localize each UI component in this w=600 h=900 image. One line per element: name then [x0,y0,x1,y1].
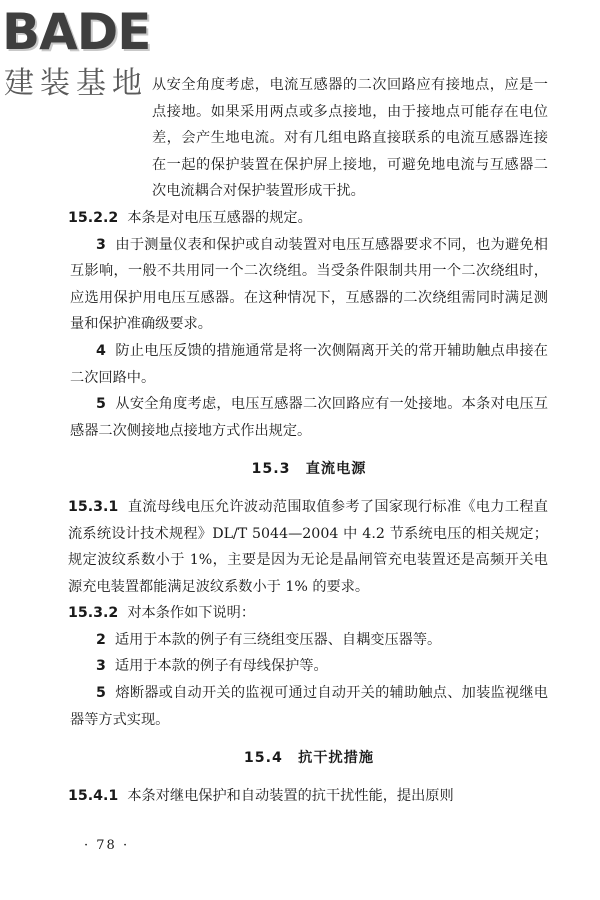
item-4 [70,338,548,391]
item-text: 防止电压反馈的措施通常是将一次侧隔离开关的常开辅助触点串接在二次回路中。 [70,342,548,386]
clause-text: 本条是对电压互感器的规定。 [127,209,312,226]
subitem-3 [70,653,548,680]
clause-15-3-1 [68,494,548,600]
paragraph-text: 从安全角度考虑，电流互感器的二次回路应有接地点，应是一点接地。如果采用两点或多点接地，由于接地点可能存在电位差，会产生地电流。对有几组电路直接联系的电流互感器连接在一起的保护装置在保护屏上接地，可避免地电流与互感器二次电流耦合对保护装置形成干扰。 [152,77,548,200]
item-number: 2 [96,631,106,648]
paragraph-intro [70,72,548,205]
clause-text: 本条对继电保护和自动装置的抗干扰性能，提出原则 [127,787,454,804]
item-text: 从安全角度考虑，电压互感器二次回路应有一处接地。本条对电压互感器二次侧接地点接地方式作出规定。 [70,396,548,439]
item-number: 3 [96,658,106,675]
item-number: 5 [96,685,106,702]
item-text: 由于测量仪表和保护或自动装置对电压互感器要求不同，也为避免相互影响，一般不共用同一个二次绕组。当受条件限制共用一个二次绕组时，应选用保护用电压互感器。在这种情况下，互感器的二次绕组需同时满足测量和保护准确级要求。 [70,236,548,333]
watermark-subtitle: 建装基地 [4,66,148,101]
item-number: 4 [96,342,106,359]
watermark-brand: BADE [2,3,151,61]
item-number: 5 [96,396,106,413]
item-text: 熔断器或自动开关的监视可通过自动开关的辅助触点、加装监视继电器等方式实现。 [70,685,548,728]
document-body [70,72,548,809]
item-text: 适用于本款的例子有母线保护等。 [114,658,328,675]
clause-number: 15.3.2 [68,605,119,622]
page-number: · 78 · [84,838,130,853]
clause-number: 15.2.2 [68,209,119,226]
clause-text: 直流母线电压允许波动范围取值参考了国家现行标准《电力工程直流系统设计技术规程》DL/T 5044—2004 中 4.2 节系统电压的相关规定；规定波纹系数小于 1%，主要是因为无论是晶闸管充电装置还是高频开关电源充电装置都能满足波纹系数小于 1% 的要求。 [68,498,548,595]
clause-15-3-2 [68,600,548,627]
item-text: 适用于本款的例子有三绕组变压器、自耦变压器等。 [114,631,442,648]
item-3 [70,232,548,338]
clause-15-2-2 [68,205,548,232]
clause-number: 15.3.1 [68,498,119,515]
item-5 [70,391,548,444]
subitem-5 [70,680,548,733]
subitem-2 [70,627,548,654]
clause-number: 15.4.1 [68,787,119,804]
clause-text: 对本条作如下说明： [127,605,256,622]
item-number: 3 [96,236,106,253]
section-heading-15-4: 15.4 抗干扰措施 [243,750,375,767]
section-heading-15-3: 15.3 直流电源 [251,461,367,478]
clause-15-4-1 [68,783,548,810]
